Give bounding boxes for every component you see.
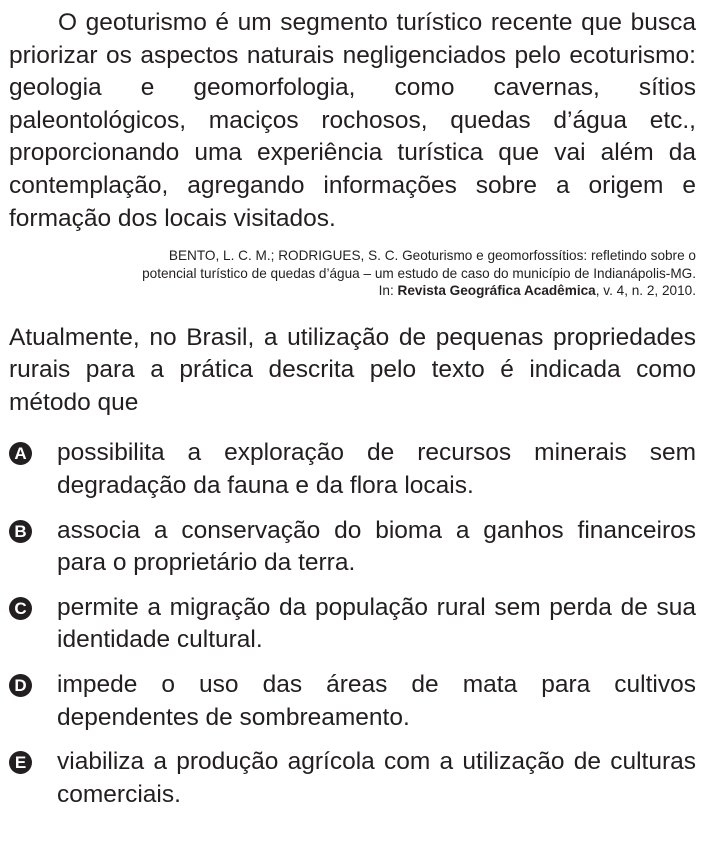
option-a-letter-badge: A [9, 442, 32, 465]
citation-line-3 [9, 282, 696, 300]
passage-text: O geoturismo é um segmento turístico recente que busca priorizar os aspectos naturais negligenciados pelo ecoturismo: geologia e geomorfologia, como cavernas, sítios paleontológicos, maciços rochosos, quedas d’água etc., proporcionando uma experiência turística que vai além da contemplação, agregando informações sobre a origem e formação dos locais visitados. [9, 9, 696, 232]
option-a[interactable] [9, 437, 696, 502]
citation-prefix: In: [378, 283, 398, 299]
option-a-text: possibilita a exploração de recursos minerais sem degradação da fauna e da flora locais. [57, 439, 696, 500]
option-d[interactable] [9, 669, 696, 734]
citation-line-1: BENTO, L. C. M.; RODRIGUES, S. C. Geoturismo e geomorfossítios: refletindo sobre o [168, 248, 696, 264]
option-e-letter-badge: E [9, 751, 32, 774]
option-b-text: associa a conservação do bioma a ganhos financeiros para o proprietário da terra. [57, 516, 696, 577]
option-e[interactable] [9, 746, 696, 811]
question-stem: Atualmente, no Brasil, a utilização de pequenas propriedades rurais para a prática descrita pelo texto é indicada como método que [9, 323, 696, 416]
citation-journal: Revista Geográfica Acadêmica [397, 283, 596, 299]
option-b-letter-badge: B [9, 520, 32, 543]
option-c[interactable] [9, 592, 696, 657]
option-c-text: permite a migração da população rural sem perda de sua identidade cultural. [57, 593, 696, 654]
option-d-text: impede o uso das áreas de mata para cultivos dependentes de sombreamento. [57, 671, 696, 731]
option-e-text: viabiliza a produção agrícola com a utilização de culturas comerciais. [57, 748, 696, 808]
answer-options [9, 437, 696, 811]
option-b[interactable] [9, 515, 696, 580]
option-d-letter-badge: D [9, 674, 32, 697]
option-c-letter-badge: C [9, 597, 32, 620]
citation-suffix: , v. 4, n. 2, 2010. [595, 283, 696, 299]
citation [9, 247, 696, 300]
citation-line-2: potencial turístico de quedas d’água – um estudo de caso do município de Indianápolis-MG. [142, 265, 696, 281]
